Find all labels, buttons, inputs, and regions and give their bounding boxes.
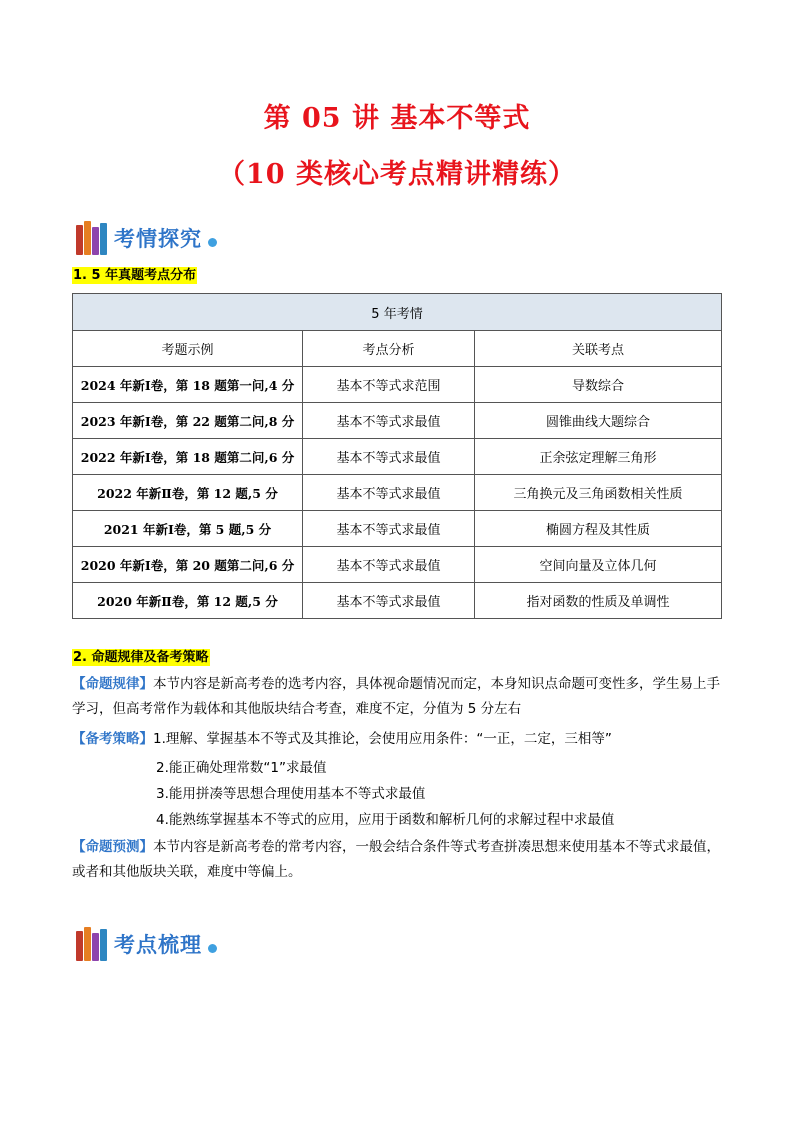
section-banner-kaoqing: [76, 218, 217, 258]
table-cell: 基本不等式求最值: [303, 439, 475, 475]
table-cell: 基本不等式求最值: [303, 583, 475, 619]
exam-distribution-table: [72, 293, 722, 619]
table-cell: 2024 年新Ⅰ卷，第 18 题第一问,4 分: [73, 367, 303, 403]
table-caption: 5 年考情: [73, 294, 722, 331]
table-cell: 2020 年新Ⅰ卷，第 20 题第二问,6 分: [73, 547, 303, 583]
rule-paragraph: [72, 672, 728, 722]
table-cell: 正余弦定理解三角形: [475, 439, 722, 475]
table-row: [73, 439, 722, 475]
rule-label: 【命题规律】: [72, 676, 153, 692]
table-cell: 基本不等式求范围: [303, 367, 475, 403]
section-banner-kaodian: [76, 924, 217, 964]
section-title: 考点梳理: [114, 933, 202, 957]
table-cell: 基本不等式求最值: [303, 403, 475, 439]
table-cell: 三角换元及三角函数相关性质: [475, 475, 722, 511]
strategy-first-line: [72, 727, 728, 752]
books-icon: [76, 221, 108, 255]
table-cell: 基本不等式求最值: [303, 547, 475, 583]
strategy-item: 2.能正确处理常数“1”求最值: [156, 760, 327, 776]
subsection-title-strategy: 2. 命题规律及备考策略: [73, 650, 209, 665]
strategy-label: 【备考策略】: [72, 731, 153, 747]
table-row: [73, 583, 722, 619]
table-header: 关联考点: [475, 331, 722, 367]
books-icon: [76, 927, 108, 961]
table-header: 考题示例: [73, 331, 303, 367]
document-subtitle: （10 类核心考点精讲精练）: [218, 159, 576, 190]
section-title: 考情探究: [114, 227, 202, 251]
strategy-item: 1.理解、掌握基本不等式及其推论，会使用应用条件：“一正，二定，三相等”: [153, 731, 612, 747]
table-cell: 空间向量及立体几何: [475, 547, 722, 583]
strategy-item: 3.能用拼凑等思想合理使用基本不等式求最值: [156, 786, 426, 802]
table-cell: 椭圆方程及其性质: [475, 511, 722, 547]
rule-text: 本节内容是新高考卷的选考内容，具体视命题情况而定，本身知识点命题可变性多，学生易上手学习，但高考常作为载体和其他版块结合考查，难度不定，分值为 5 分左右: [72, 676, 720, 717]
bullet-dot-icon: [208, 238, 217, 247]
table-row: [73, 475, 722, 511]
table-cell: 2022 年新Ⅰ卷，第 18 题第二问,6 分: [73, 439, 303, 475]
table-cell: 基本不等式求最值: [303, 511, 475, 547]
document-title: 第 05 讲 基本不等式: [263, 103, 531, 134]
forecast-paragraph: [72, 835, 728, 885]
table-cell: 基本不等式求最值: [303, 475, 475, 511]
table-row: [73, 367, 722, 403]
table-row: [73, 547, 722, 583]
forecast-text: 本节内容是新高考卷的常考内容，一般会结合条件等式考查拼凑思想来使用基本不等式求最值，或者和其他版块关联，难度中等偏上。: [72, 839, 720, 880]
table-cell: 2022 年新Ⅱ卷，第 12 题,5 分: [73, 475, 303, 511]
table-cell: 2023 年新Ⅰ卷，第 22 题第二问,8 分: [73, 403, 303, 439]
table-row: [73, 511, 722, 547]
table-row: [73, 403, 722, 439]
forecast-label: 【命题预测】: [72, 839, 153, 855]
subsection-title-distribution: 1. 5 年真题考点分布: [73, 268, 197, 283]
table-cell: 圆锥曲线大题综合: [475, 403, 722, 439]
table-cell: 2020 年新Ⅱ卷，第 12 题,5 分: [73, 583, 303, 619]
table-cell: 指对函数的性质及单调性: [475, 583, 722, 619]
table-cell: 2021 年新Ⅰ卷，第 5 题,5 分: [73, 511, 303, 547]
table-cell: 导数综合: [475, 367, 722, 403]
strategy-item: 4.能熟练掌握基本不等式的应用，应用于函数和解析几何的求解过程中求最值: [156, 812, 615, 828]
bullet-dot-icon: [208, 944, 217, 953]
table-header: 考点分析: [303, 331, 475, 367]
